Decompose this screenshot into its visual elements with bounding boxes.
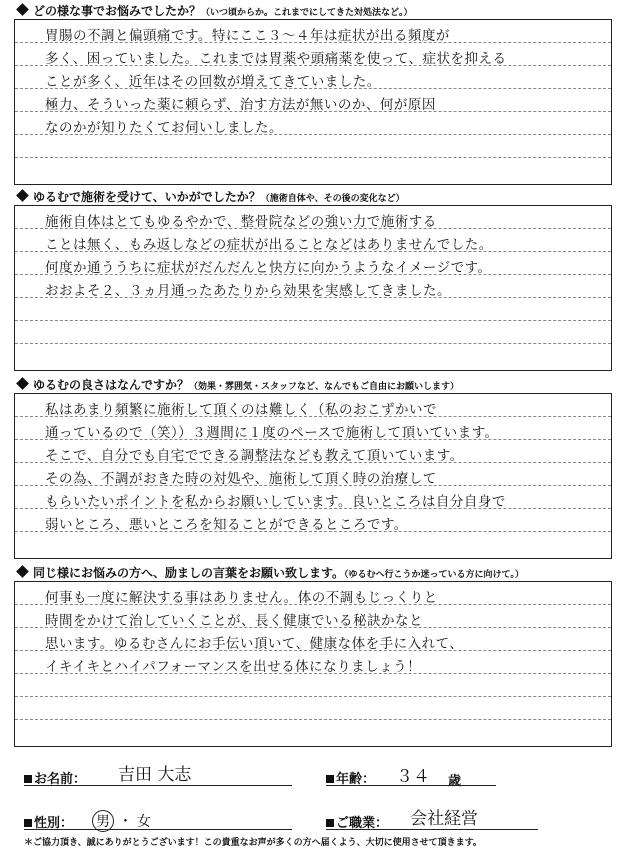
answer-1-line: 胃腸の不調と偏頭痛です。特にここ３〜４年は症状が出る頻度が (45, 28, 450, 44)
question-4-title: 同じ様にお悩みの方へ、励ましの言葉をお願い致します。 (33, 566, 345, 580)
answer-4-box (14, 581, 612, 747)
question-4-note: （ゆるむへ行こうか迷っている方に向けて。） (344, 570, 524, 580)
answer-4-line: 何事も一度に解決する事はありません。体の不調もじっくりと (45, 590, 438, 606)
age-value: ３４ (396, 767, 430, 787)
age-underline (326, 785, 496, 786)
answer-1-line: 極力、そういった薬に頼らず、治す方法が無いのか、何が原因 (45, 97, 436, 113)
question-1-note: （いつ頃からか。これまでにしてきた対処法など。） (201, 8, 413, 18)
question-1-title: どの様な事でお悩みでしたか？ (33, 4, 202, 18)
answer-1-line: ことが多く、近年はその回数が増えてきていました。 (45, 74, 381, 90)
answer-4-line: 思います。ゆるむさんにお手伝い頂いて、健康な体を手に入れて、 (45, 636, 464, 652)
answer-1-line: 多く、困っていました。これまでは胃薬や頭痛薬を使って、症状を抑える (45, 51, 507, 67)
question-2-title: ゆるむで施術を受けて、いかがでしたか？ (33, 190, 261, 204)
answer-4-line: 時間をかけて治していくことが、長く健康でいる秘訣かなと (45, 613, 423, 629)
question-3-note: （効果・雰囲気・スタッフなど、なんでもご自由にお願いします） (189, 382, 460, 392)
question-2-note: （施術自体や、その後の変化など） (260, 194, 405, 204)
question-3-title: ゆるむの良さはなんですか？ (33, 378, 190, 392)
diamond-bullet-icon (16, 189, 29, 202)
question-2-header (14, 188, 405, 205)
answer-2-line: 施術自体はとてもゆるやかで、整骨院などの強い力で施術する (45, 214, 437, 230)
footer-note: ＊ご協力頂き、誠にありがとうございます！この貴重なお声が多くの方へ届くよう、大切に使用させて頂きます。 (24, 838, 482, 848)
square-bullet-icon (326, 775, 334, 783)
diamond-bullet-icon (16, 377, 29, 390)
answer-1-box (14, 19, 612, 185)
answer-3-line: 通っているので（笑））３週間に１度のペースで施術して頂いています。 (45, 425, 499, 441)
diamond-bullet-icon (16, 3, 29, 16)
answer-3-line: そこで、自分でも自宅でできる調整法なども教えて頂いています。 (45, 448, 464, 464)
name-value: 吉田 大志 (118, 765, 192, 785)
age-label: 年齢： (326, 768, 375, 787)
answer-3-line: もらいたいポイントを私からお願いしています。良いところは自分自身で (45, 494, 506, 510)
answer-3-line: 私はあまり頻繁に施術して頂くのは難しく（私のおこずかいで (45, 402, 437, 418)
answer-2-line: 何度か通ううちに症状がだんだんと快方に向かうようなイメージです。 (45, 260, 492, 276)
square-bullet-icon (24, 775, 32, 783)
answer-1-line: なのかが知りたくてお伺いしました。 (45, 120, 283, 136)
occupation-label: ご職業： (326, 812, 388, 831)
question-4-header (14, 564, 524, 581)
occupation-value: 会社経営 (410, 809, 478, 829)
answer-3-line: その為、不調がおきた時の対処や、施術して頂く時の治療して (45, 471, 437, 487)
answer-4-line: イキイキとハイパフォーマンスを出せる体になりましょう！ (45, 659, 422, 675)
gender-separator: ・ (118, 814, 133, 830)
square-bullet-icon (326, 819, 334, 827)
answer-3-box (14, 393, 612, 559)
question-3-header (14, 376, 459, 393)
question-1-header (14, 2, 413, 19)
gender-underline (24, 829, 292, 830)
occupation-underline (326, 829, 538, 830)
answer-3-line: 弱いところ、悪いところを知ることができるところです。 (45, 517, 408, 533)
gender-label: 性別： (24, 812, 73, 831)
gender-male-selected: 男 (92, 810, 114, 832)
answer-2-line: ことは無く、もみ返しなどの症状が出ることなどはありませんでした。 (45, 237, 493, 253)
square-bullet-icon (24, 819, 32, 827)
age-unit: 歳 (448, 774, 462, 789)
answer-2-box (14, 205, 612, 371)
name-underline (24, 785, 292, 786)
gender-female: 女 (136, 814, 151, 830)
answer-2-line: おおよそ２、３ヵ月通ったあたりから効果を実感してきました。 (45, 283, 451, 299)
diamond-bullet-icon (16, 565, 29, 578)
name-label: お名前： (24, 768, 86, 787)
